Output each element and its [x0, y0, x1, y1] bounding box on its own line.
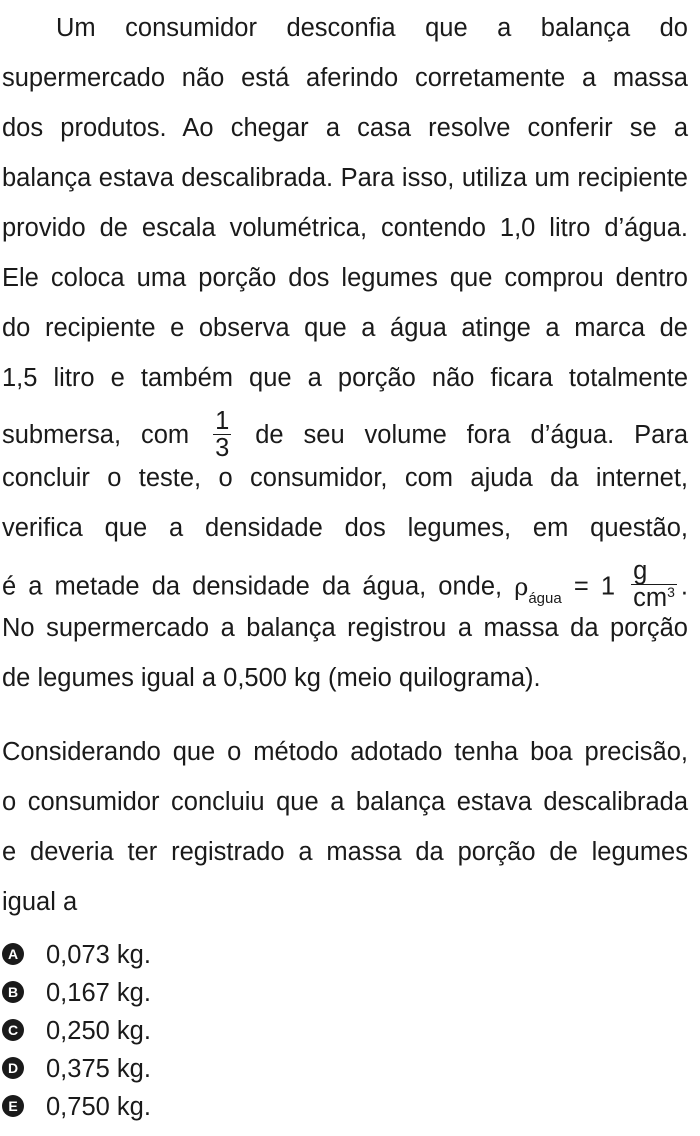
question-line-7: do recipiente e observa que a água atinge a marca de [2, 314, 688, 342]
question-line-2: supermercado não está aferindo corretamente a massa [2, 64, 688, 92]
line-12-period: . [680, 572, 688, 601]
question-line-11: verifica que a densidade dos legumes, em questão, [2, 514, 688, 542]
question-line-4: balança estava descalibrada. Para isso, utiliza um recipiente [2, 164, 688, 192]
option-a-badge: A [2, 943, 24, 965]
unit-denominator-exponent: 3 [667, 584, 675, 600]
question-line-14: de legumes igual a 0,500 kg (meio quilograma). [2, 664, 541, 692]
fraction-numerator: 1 [215, 407, 230, 435]
rho-symbol: ρ [514, 572, 529, 601]
fraction-g-per-cm3 [631, 558, 677, 614]
option-b[interactable] [2, 976, 151, 1010]
option-c-text: 0,250 kg. [46, 1017, 151, 1045]
option-a[interactable] [2, 938, 151, 972]
option-b-text: 0,167 kg. [46, 979, 151, 1007]
question-line-10: concluir o teste, o consumidor, com ajuda da internet, [2, 464, 688, 492]
option-a-text: 0,073 kg. [46, 941, 151, 969]
option-c-badge: C [2, 1019, 24, 1041]
question-line-9 [2, 407, 688, 462]
rho-subscript: água [528, 589, 562, 607]
question-line-13: No supermercado a balança registrou a massa da porção [2, 614, 688, 642]
unit-denominator-base: cm [633, 584, 668, 612]
option-e-text: 0,750 kg. [46, 1093, 151, 1121]
option-d[interactable] [2, 1052, 151, 1086]
question-line-8: 1,5 litro e também que a porção não ficara totalmente [2, 364, 688, 392]
question-line-12 [2, 557, 688, 612]
prompt-line-3: e deveria ter registrado a massa da porção de legumes [2, 838, 688, 866]
unit-numerator: g [631, 558, 677, 585]
option-b-badge: B [2, 981, 24, 1003]
prompt-line-4: igual a [2, 888, 78, 916]
equals-value: = 1 [573, 572, 615, 601]
question-line-9-start: submersa, com [2, 421, 190, 450]
option-d-text: 0,375 kg. [46, 1055, 151, 1083]
option-e-badge: E [2, 1095, 24, 1117]
question-line-9-end: de seu volume fora d’água. Para [255, 421, 688, 450]
fraction-one-third [213, 408, 231, 461]
question-line-1: Um consumidor desconfia que a balança do [56, 14, 688, 42]
water-density-formula [514, 572, 562, 607]
prompt-line-1: Considerando que o método adotado tenha boa precisão, [2, 738, 688, 766]
question-line-3: dos produtos. Ao chegar a casa resolve conferir se a [2, 114, 688, 142]
fraction-denominator: 3 [215, 434, 230, 462]
option-e[interactable] [2, 1090, 151, 1124]
question-line-5: provido de escala volumétrica, contendo 1,0 litro d’água. [2, 214, 688, 242]
prompt-line-2: o consumidor concluiu que a balança estava descalibrada [2, 788, 688, 816]
question-line-6: Ele coloca uma porção dos legumes que comprou dentro [2, 264, 688, 292]
option-d-badge: D [2, 1057, 24, 1079]
option-c[interactable] [2, 1014, 151, 1048]
question-line-12-start: é a metade da densidade da água, onde, [2, 572, 503, 601]
